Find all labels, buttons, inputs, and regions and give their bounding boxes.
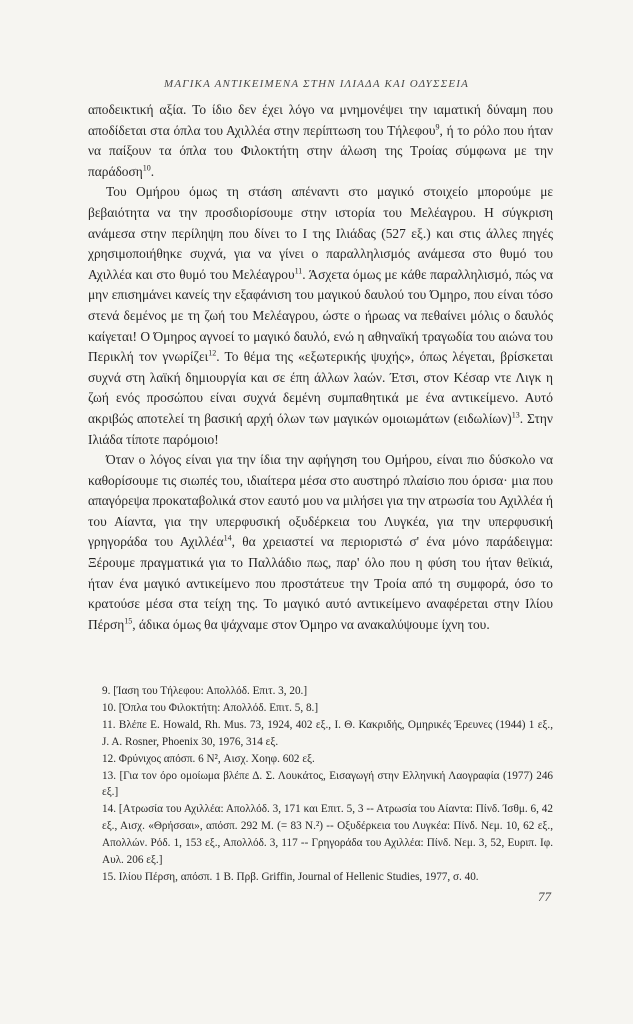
text-segment: . Άσχετα όμως με κάθε παραλληλισμό, πώς να μην επισημάνει κανείς την εξαφάνιση του μαγικού δαυλού του Όμηρο, που είναι τόσο στενά δεμένος με τη ζωή του Μελέαγρου, ώστε ο ήρωας να πεθαίνει μόλις ο δαυλός καίγεται! Ο Όμηρος αγνοεί το μαγικό δαυλό, ενώ η αθηναϊκή τραγωδία του αιώνα του Περικλή τον γνωρίζει: [88, 266, 553, 365]
running-header: ΜΑΓΙΚΑ ΑΝΤΙΚΕΙΜΕΝΑ ΣΤΗΝ ΙΛΙΑΔΑ ΚΑΙ ΟΔΥΣΣΕΙΑ: [163, 78, 470, 90]
paragraph: [88, 450, 553, 635]
main-text: [88, 100, 553, 635]
footnote: [88, 717, 553, 751]
text-segment: . Το θέμα της «εξωτερικής ψυχής», όπως λέγεται, βρίσκεται συχνά στη λαϊκή δημιουργία και σε έπη άλλων λαών. Έτσι, στον Κέσαρ ντε Λιγκ η ζωή ενός προσώπου είναι συχνά δεμένη συμπαθητικά με ένα αντικείμενο. Αυτό ακριβώς αποτελεί τη βασική αρχή όλων των μαγικών ομοιωμάτων (ειδωλίων): [88, 349, 553, 426]
text-segment: , άδικα όμως θα ψάχναμε στον Όμηρο να ανακαλύψουμε ίχνη του.: [132, 616, 490, 632]
footnote-text: [Ίαση του Τήλεφου: Απολλόδ. Επιτ. 3, 20.]: [113, 685, 308, 697]
footnote-number: 14.: [102, 803, 116, 816]
footnote-number: 12.: [102, 752, 116, 765]
footnote-number: 13.: [102, 769, 116, 782]
footnote: [88, 801, 553, 869]
text-segment: .: [150, 163, 155, 179]
footnote-text: Ιλίου Πέρση, απόσπ. 1 Β. Πρβ. Griffin, Journal of Hellenic Studies, 1977, σ. 40.: [118, 870, 479, 883]
footnotes: [88, 683, 553, 886]
text-segment: Όταν ο λόγος είναι για την ίδια την αφήγηση του Ομήρου, είναι πιο δύσκολο να καθορίσουμε τις σιωπές του, ιδιαίτερα μέσα στο αυστηρό πλαίσιο που όρισα· μια που απαγόρεψα προκαταβολικά στον εαυτό μου να μιλήσει για την ατρωσία του Αχιλλέα ή του Αίαντα, για την υπερφυσική οξυδέρκεια του Λυγκέα, για την υπερφυσική γρηγοράδα του Αχιλλέα: [88, 452, 554, 550]
page-number: 77: [538, 889, 551, 904]
footnote: [88, 869, 553, 886]
footnote-ref: 10: [142, 163, 151, 173]
footnote-ref: 11: [294, 266, 303, 276]
footnote-text: Βλέπε E. Howald, Rh. Mus. 73, 1924, 402 εξ., Ι. Θ. Κακριδής, Ομηρικές Έρευνες (1944) 1 εξ., J. A. Rosner, Phoenix 30, 1976, 314 εξ.: [102, 718, 554, 748]
footnote-text: [Όπλα του Φιλοκτήτη: Απολλόδ. Επιτ. 5, 8.]: [118, 701, 319, 714]
footnote: [88, 683, 553, 700]
footnote-text: [Για τον όρο ομοίωμα βλέπε Δ. Σ. Λουκάτος, Εισαγωγή στην Ελληνική Λαογραφία (1977) 246 εξ.]: [102, 769, 554, 799]
footnote-number: 9.: [102, 685, 111, 697]
paragraph: [88, 100, 553, 182]
footnote-ref: 15: [124, 616, 133, 626]
footnote: [88, 700, 553, 717]
paragraph: [88, 182, 553, 450]
footnote-text: [Ατρωσία του Αχιλλέα: Απολλόδ. 3, 171 και Επιτ. 5, 3 -- Ατρωσία του Αίαντα: Πίνδ. Ίσθμ. 6, 42 εξ., Αισχ. «Θρήσσαι», απόσπ. 292 Μ. (= 83 Ν.²) -- Οξυδέρκεια του Λυγκέα: Πίνδ. Νεμ. 10, 62 εξ., Απολλών. Ρόδ. 1, 153 εξ., Απολλόδ. 3, 117 -- Γρηγοράδα του Αχιλλέα: Πίνδ. Νεμ. 3, 52, Ευριπ. Ιφ. Αυλ. 206 εξ.]: [102, 803, 553, 867]
text-segment: Του Ομήρου όμως τη στάση απέναντι στο μαγικό στοιχείο μπορούμε με βεβαιότητα να την προσδιορίσουμε στην ιστορία του Μελέαγρου. Η σύγκριση ανάμεσα στην περίληψη που δίνει το Ι της Ιλιάδας (527 εξ.) και στις άλλες πηγές χρησιμοποιήθηκε συχνά, για να γίνει ο παραλληλισμός ανάμεσα στο θυμό του Αχιλλέα και στο θυμό του Μελέαγρου: [88, 184, 553, 282]
footnote-number: 11.: [102, 718, 116, 731]
text-segment: αποδεικτική αξία. Το ίδιο δεν έχει λόγο να μνημονέψει την ιαματική δύναμη που αποδίδεται στα όπλα του Αχιλλέα στην περίπτωση του Τήλεφου: [88, 102, 553, 138]
footnote-number: 10.: [102, 701, 116, 714]
footnote-ref: 13: [511, 410, 520, 420]
footnote: [88, 751, 553, 768]
footnote-ref: 9: [435, 122, 440, 132]
text-segment: , ή το ρόλο που ήταν να παίξουν τα όπλα του Φιλοκτήτη στην άλωση της Τροίας σύμφωνα με την παράδοση: [88, 122, 553, 179]
footnote-ref: 14: [223, 534, 232, 543]
text-segment: , θα χρειαστεί να περιοριστώ σ' ένα μόνο παράδειγμα: Ξέρουμε πραγματικά για το Παλλάδιο πως, παρ' όλο που η φύση του ήταν θεϊκιά, ήταν ένα μαγικό αντικείμενο που προστάτευε την Τροία από τη συμφορά, όσο το κρατούσε μέσα στα τείχη της. Το μαγικό αυτό αντικείμενο αναφέρεται στην Ιλίου Πέρση: [88, 534, 553, 632]
footnote: [88, 768, 553, 802]
text-segment: . Στην Ιλιάδα τίποτε παρόμοιο!: [88, 410, 553, 447]
footnote-number: 15.: [102, 870, 116, 883]
footnote-text: Φρύνιχος απόσπ. 6 N², Αισχ. Χοηφ. 602 εξ.: [118, 752, 315, 765]
footnote-ref: 12: [208, 348, 217, 358]
